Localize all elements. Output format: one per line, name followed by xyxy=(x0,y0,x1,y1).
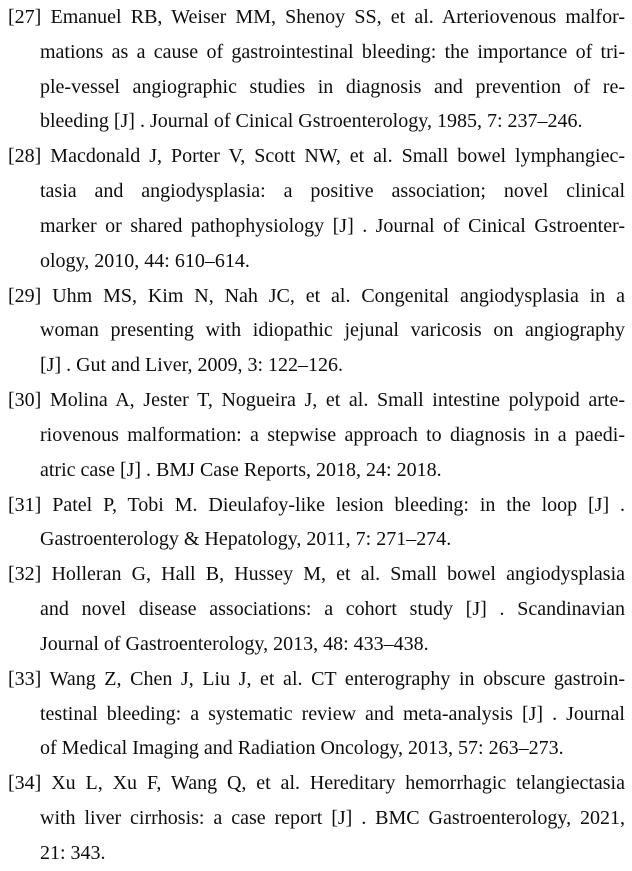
reference-line: bleeding [J] . Journal of Cinical Gstroenterology, 1985, 7: 237–246. xyxy=(40,110,583,133)
reference-line: mations as a cause of gastrointestinal bleeding: the importance of tri- xyxy=(40,40,625,63)
reference-number: [32] xyxy=(8,563,42,586)
reference-text: Molina A, Jester T, Nogueira J, et al. Small intestine polypoid arte- xyxy=(49,389,625,412)
reference-number: [27] xyxy=(8,6,42,28)
reference-line: ple-vessel angiographic studies in diagnosis and prevention of re- xyxy=(40,75,625,98)
reference-29 xyxy=(8,279,625,383)
reference-text: Macdonald J, Porter V, Scott NW, et al. Small bowel lymphangiec- xyxy=(50,145,625,168)
reference-30 xyxy=(8,383,625,487)
reference-number: [30] xyxy=(8,389,42,412)
reference-text: Uhm MS, Kim N, Nah JC, et al. Congenital angiodysplasia in a xyxy=(52,284,625,307)
reference-34 xyxy=(8,766,625,870)
reference-line: Gastroenterology & Hepatology, 2011, 7: 271–274. xyxy=(40,528,452,551)
reference-line xyxy=(8,139,625,174)
reference-number: [33] xyxy=(8,667,42,690)
reference-32 xyxy=(8,557,625,661)
reference-text: Xu L, Xu F, Wang Q, et al. Hereditary hemorrhagic telangiectasia xyxy=(51,772,625,795)
reference-line: of Medical Imaging and Radiation Oncology, 2013, 57: 263–273. xyxy=(40,737,564,760)
reference-line: woman presenting with idiopathic jejunal varicosis on angiography xyxy=(40,319,625,342)
reference-text: Patel P, Tobi M. Dieulafoy-like lesion bleeding: in the loop [J] . xyxy=(52,493,625,516)
reference-line xyxy=(8,0,625,35)
reference-number: [29] xyxy=(8,284,42,307)
reference-line xyxy=(8,662,625,697)
reference-line: riovenous malformation: a stepwise approach to diagnosis in a paedi- xyxy=(40,423,625,446)
reference-line xyxy=(8,383,625,418)
reference-line xyxy=(8,488,625,523)
reference-number: [34] xyxy=(8,772,42,795)
reference-line: testinal bleeding: a systematic review and meta-analysis [J] . Journal xyxy=(40,702,625,725)
reference-text: Holleran G, Hall B, Hussey M, et al. Small bowel angiodysplasia xyxy=(51,563,625,586)
reference-33 xyxy=(8,662,625,766)
reference-line: marker or shared pathophysiology [J] . Journal of Cinical Gstroenter- xyxy=(40,214,625,237)
reference-text: Emanuel RB, Weiser MM, Shenoy SS, et al. Arteriovenous malfor- xyxy=(50,6,625,28)
reference-28 xyxy=(8,139,625,278)
reference-line: 21: 343. xyxy=(40,841,106,864)
reference-line: atric case [J] . BMJ Case Reports, 2018, 24: 2018. xyxy=(40,458,442,481)
reference-line: tasia and angiodysplasia: a positive association; novel clinical xyxy=(40,180,625,203)
reference-text: Wang Z, Chen J, Liu J, et al. CT enterography in obscure gastroin- xyxy=(49,667,625,690)
reference-line: and novel disease associations: a cohort study [J] . Scandinavian xyxy=(40,598,625,621)
reference-line xyxy=(8,279,625,314)
reference-number: [28] xyxy=(8,145,42,168)
reference-line: Journal of Gastroenterology, 2013, 48: 433–438. xyxy=(40,632,429,655)
reference-line xyxy=(8,557,625,592)
reference-31 xyxy=(8,488,625,558)
reference-line xyxy=(8,766,625,801)
reference-line: [J] . Gut and Liver, 2009, 3: 122–126. xyxy=(40,354,344,377)
reference-number: [31] xyxy=(8,493,42,516)
reference-27 xyxy=(8,0,625,139)
reference-line: with liver cirrhosis: a case report [J] . BMC Gastroenterology, 2021, xyxy=(40,807,625,830)
reference-line: ology, 2010, 44: 610–614. xyxy=(40,249,250,272)
